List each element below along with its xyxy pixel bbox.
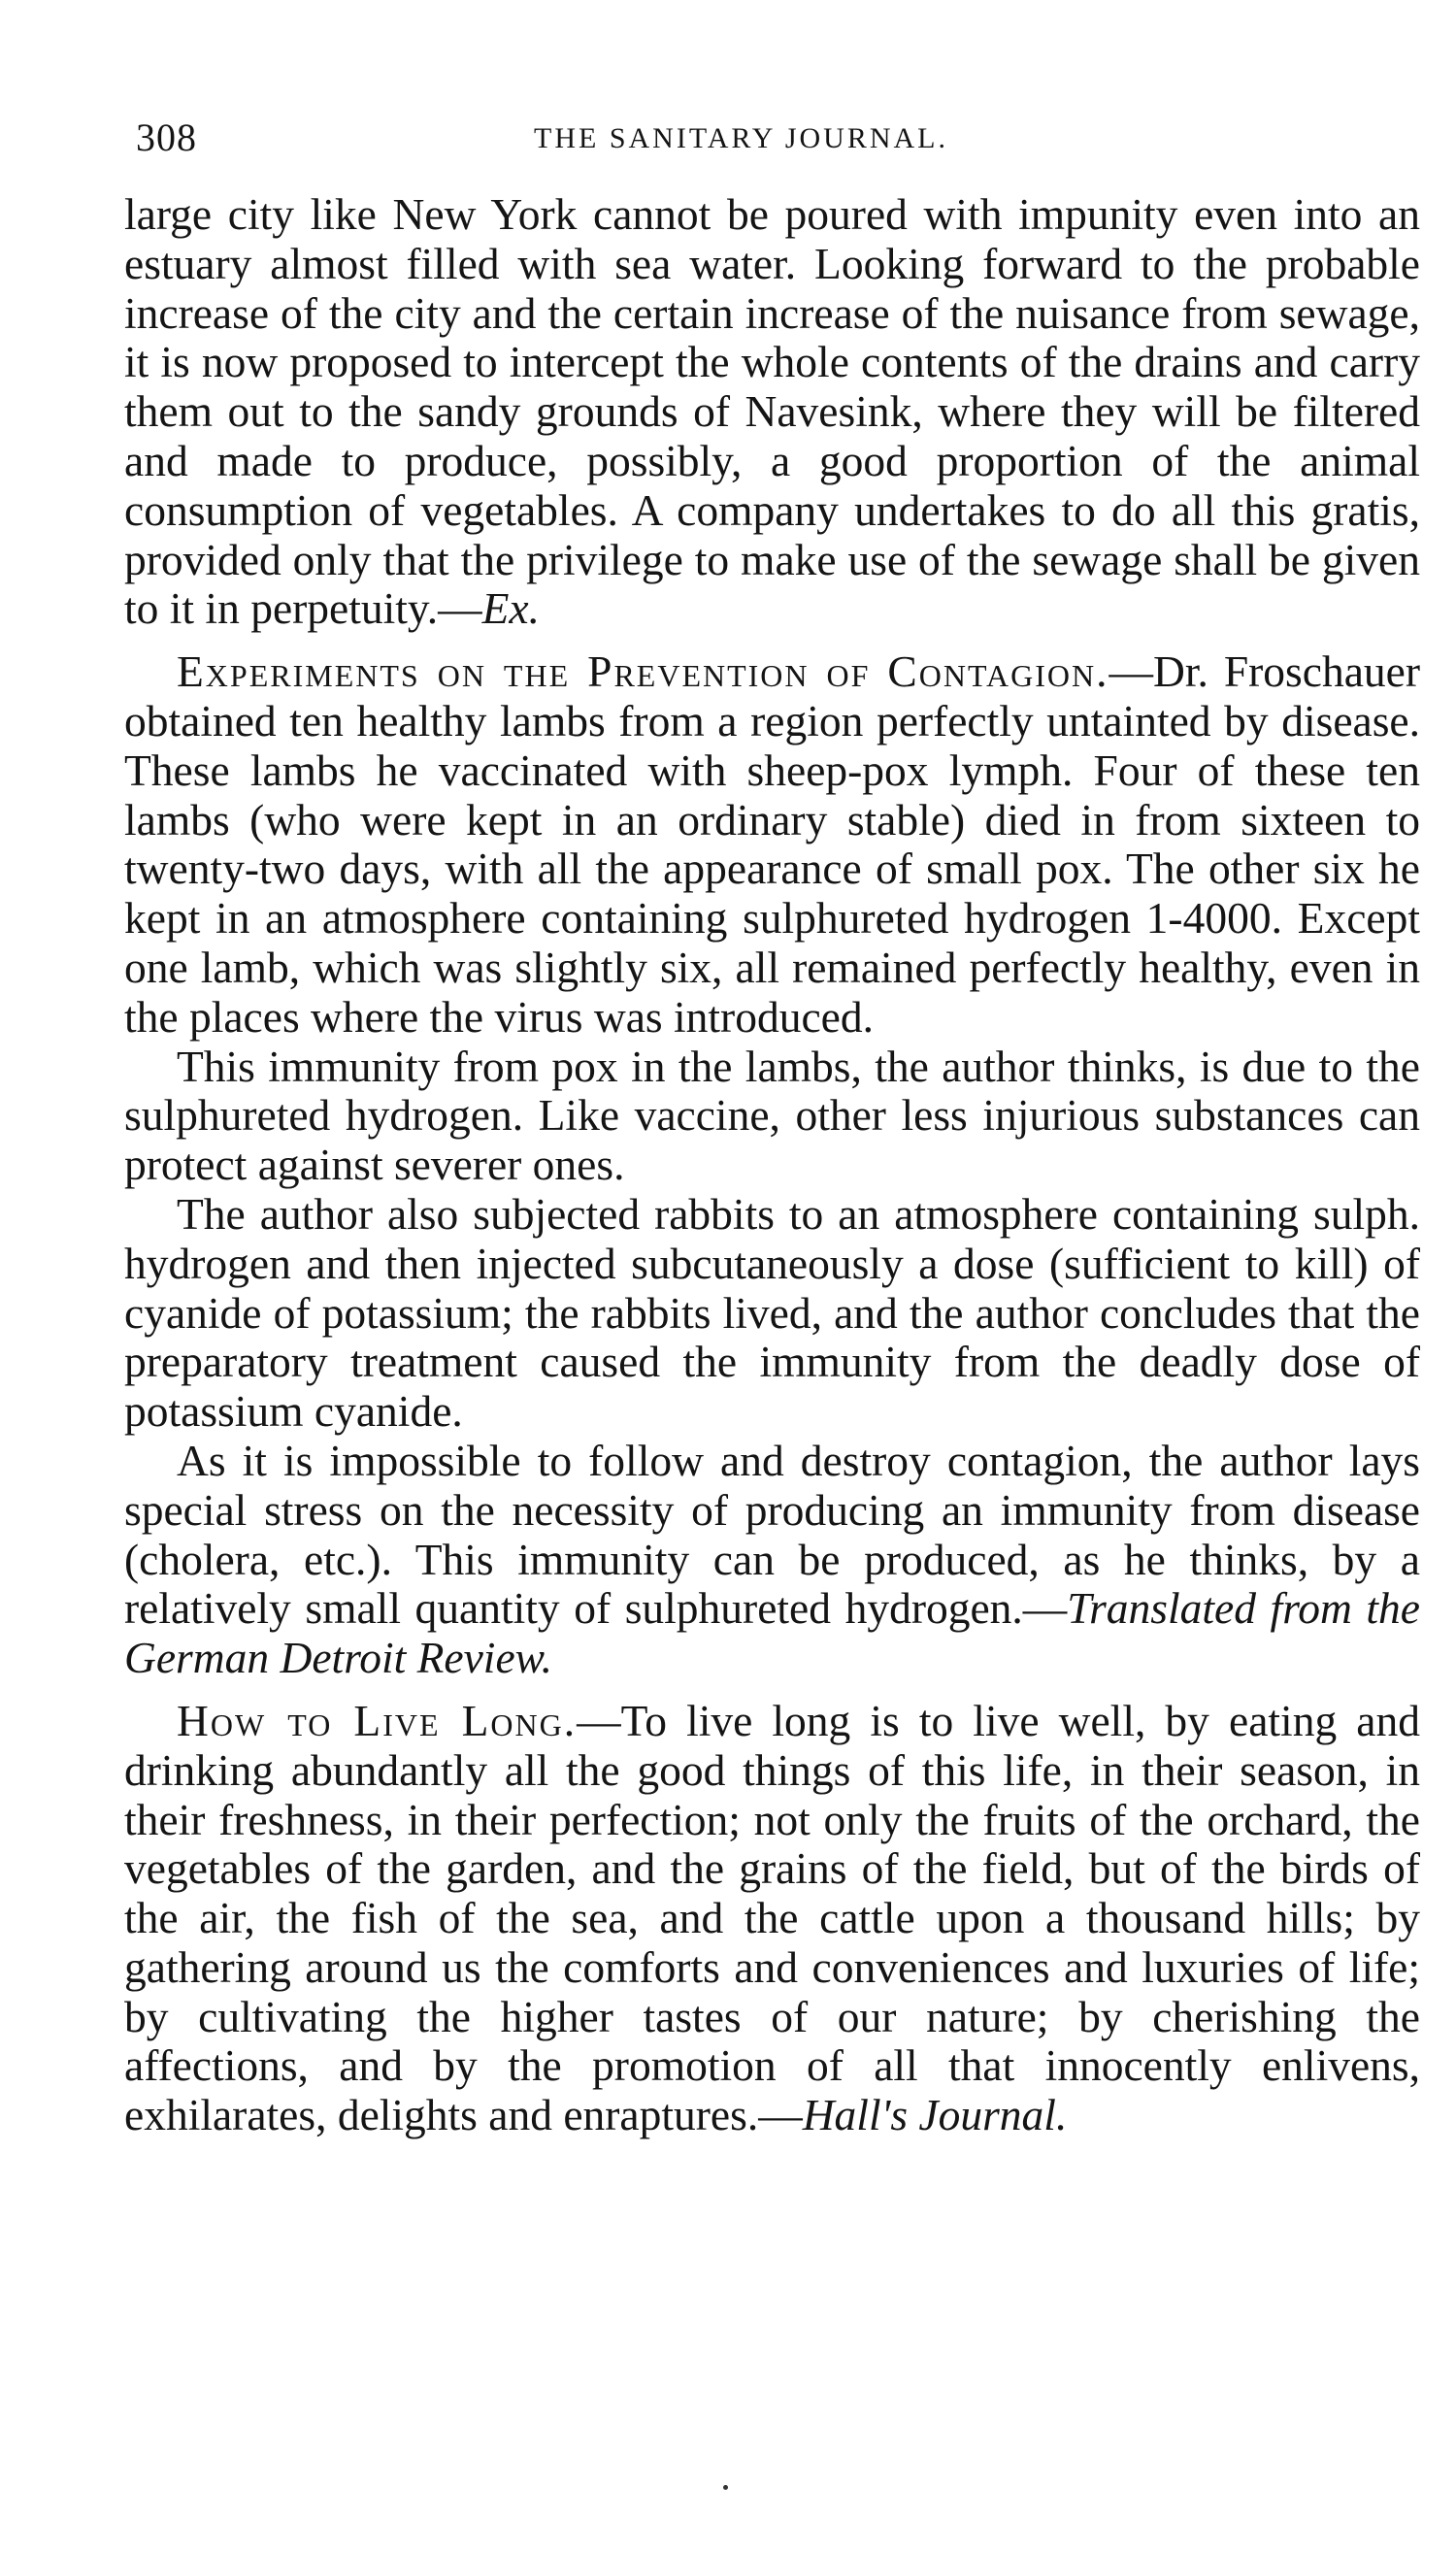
source-citation: Ex. [481,583,540,634]
paragraph-text: This immunity from pox in the lambs, the author thinks, is due to the sulphureted hydrogen. Like vaccine, other less injurious substances can protect against severer ones. [124,1041,1420,1190]
section-heading: How to Live Long. [177,1695,578,1745]
paragraph-text: —To live long is to live well, by eating and drinking abundantly all the good things of this life, in their season, in their freshness, in their perfection; not only the fruits of the orchard, the vegetables of the garden, and the grains of the field, but of the birds of the air, the fish of the sea, and the cattle upon a thousand hills; by gathering around us the comforts and conveniences and luxuries of life; by cultivating the higher tastes of our nature; by cherishing the affections, and by the promotion of all that innocently enlivens, exhilarates, delights and enraptures.— [124,1695,1420,2140]
paragraph-text: The author also subjected rabbits to an atmosphere containing sulph. hydrogen and then injected subcutaneously a dose (sufficient to kill) of cyanide of potassium; the rabbits lived, and the author concludes that the preparatory treatment caused the immunity from the deadly dose of potassium cyanide. [124,1188,1420,1437]
paragraph-text: —Dr. Froschauer obtained ten healthy lambs from a region perfectly untainted by disease. These lambs he vaccinated with sheep-pox lymph. Four of these ten lambs (who were kept in an ordinary stable) died in from sixteen to twenty-two days, with all the appearance of small pox. The other six he kept in an atmosphere containing sulphureted hydrogen 1-4000. Except one lamb, which was slightly six, all remained perfectly healthy, even in the places where the virus was introduced. [124,646,1420,1042]
running-head [136,115,1407,173]
contagion-paragraph [124,1437,1420,1683]
page-number: 308 [136,116,197,159]
contagion-paragraph [124,1043,1420,1190]
source-citation: Translated from the German Detroit Review. [124,1583,1420,1683]
paragraph-text: As it is impossible to follow and destroy contagion, the author lays special stress on the necessity of producing an immunity from disease (cholera, etc.). This immunity can be produced, as he thinks, by a relatively small quantity of sulphureted hydrogen.— [124,1435,1420,1634]
article-column [124,190,1420,2140]
contagion-paragraph [124,1190,1420,1437]
sewage-paragraph [124,190,1420,634]
source-citation: Hall's Journal. [802,2090,1068,2140]
journal-title: THE SANITARY JOURNAL. [534,122,948,154]
live-long-paragraph [124,1697,1420,2140]
ink-speck [723,2485,728,2490]
contagion-intro-paragraph [124,647,1420,1042]
paragraph-text: large city like New York cannot be poured with impunity even into an estuary almost filled with sea water. Looking forward to the probable increase of the city and the certain increase of the nuisance from sewage, it is now proposed to intercept the whole contents of the drains and carry them out to the sandy grounds of Navesink, where they will be filtered and made to produce, possibly, a good proportion of the animal consumption of vegetables. A company undertakes to do all this gratis, provided only that the privilege to make use of the sewage shall be given to it in perpetuity.— [124,189,1420,634]
section-heading: Experiments on the Prevention of Contagion. [177,646,1109,697]
